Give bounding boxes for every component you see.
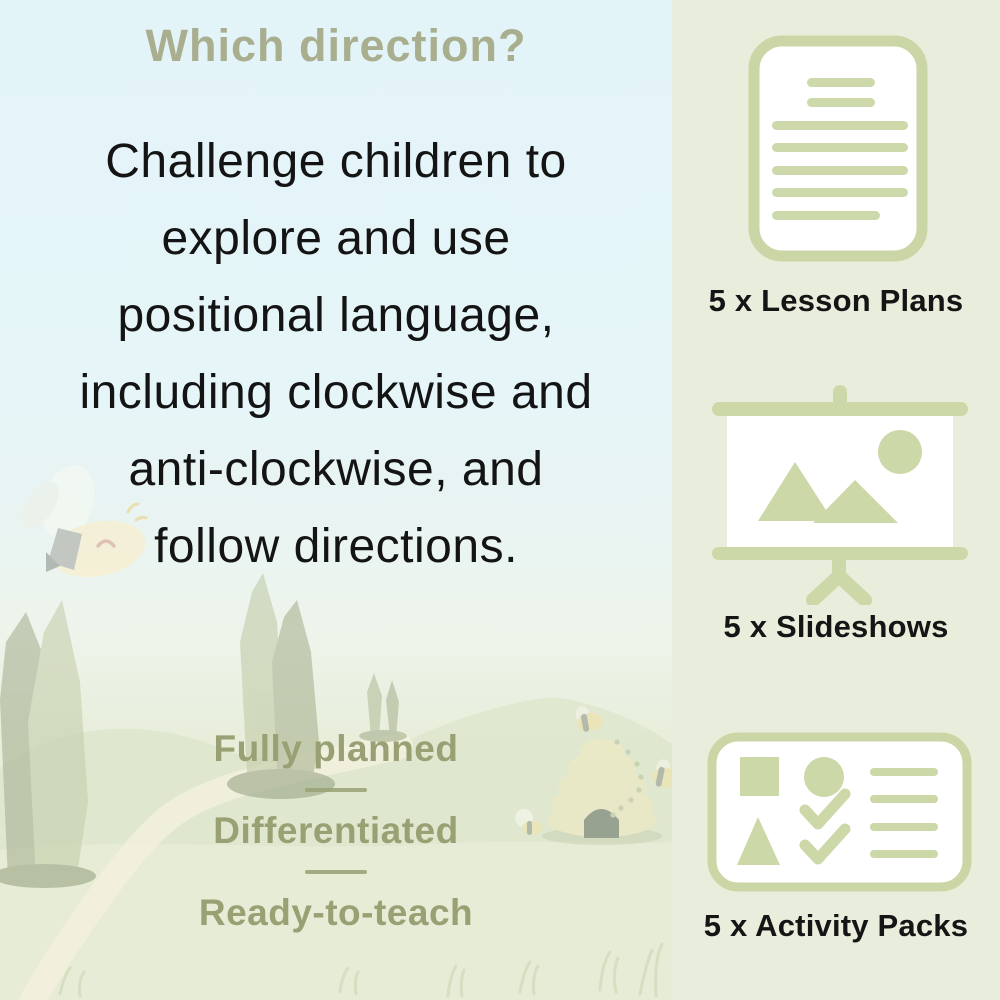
feature-divider bbox=[305, 788, 367, 792]
slideshows-label: 5 x Slideshows bbox=[723, 609, 949, 644]
lesson-plans-label: 5 x Lesson Plans bbox=[708, 283, 964, 318]
intro-line: explore and use bbox=[161, 212, 511, 265]
feature-differentiated: Differentiated bbox=[213, 810, 459, 851]
intro-line: including clockwise and bbox=[79, 366, 593, 419]
feature-ready-to-teach: Ready-to-teach bbox=[198, 892, 474, 933]
feature-divider bbox=[305, 870, 367, 874]
intro-line: positional language, bbox=[117, 289, 555, 342]
lesson-plan-document-icon bbox=[748, 35, 928, 262]
feature-fully-planned: Fully planned bbox=[213, 728, 459, 769]
included-items-panel bbox=[672, 0, 1000, 1000]
feature-list bbox=[0, 727, 672, 935]
activity-pack-card-icon bbox=[707, 732, 972, 892]
intro-paragraph bbox=[0, 123, 672, 585]
intro-line: Challenge children to bbox=[105, 135, 567, 188]
slideshow-projector-screen-icon bbox=[712, 383, 968, 605]
page-title: Which direction? bbox=[145, 20, 527, 71]
activity-packs-label: 5 x Activity Packs bbox=[703, 908, 969, 943]
intro-line: follow directions. bbox=[154, 520, 518, 573]
intro-line: anti-clockwise, and bbox=[128, 443, 544, 496]
